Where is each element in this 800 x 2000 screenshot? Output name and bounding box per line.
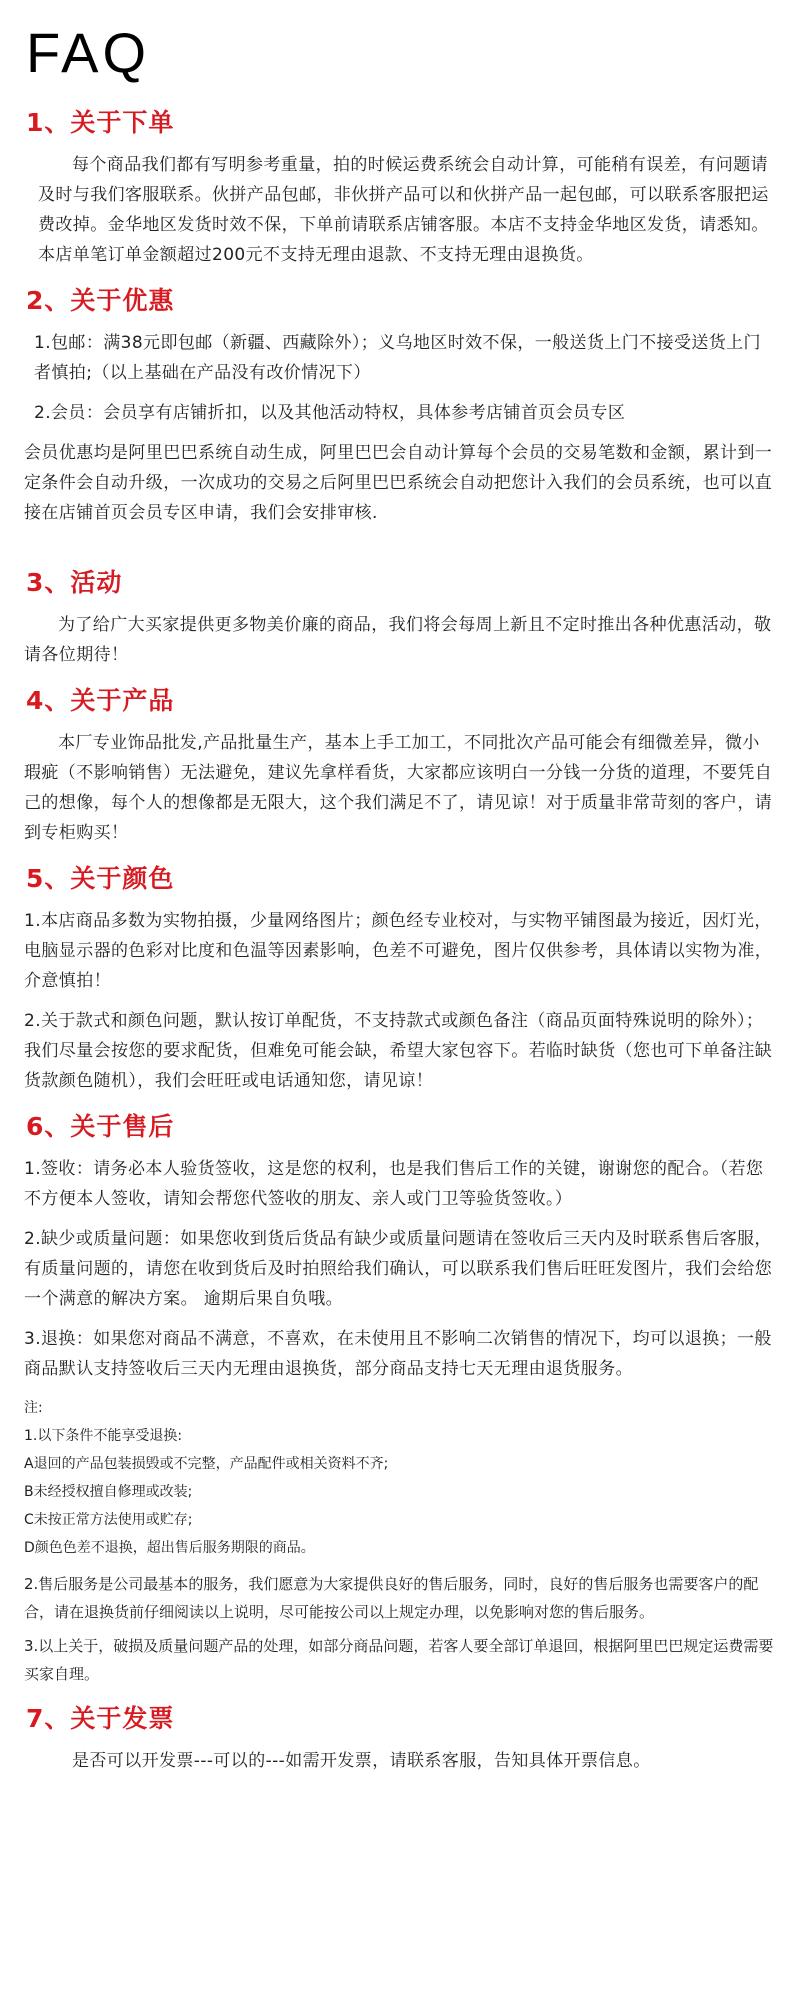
section-discount-title: 2、关于优惠 xyxy=(26,286,175,315)
section-after-sales-quality-text: 2.缺少或质量问题：如果您收到货后货品有缺少或质量问题请在签收后三天内及时联系售后客服，有质量问题的，请您在收到货后及时拍照给我们确认，可以联系我们售后旺旺发图片，我们会给您一个满意的解决方案。 逾期后果自负哦。 xyxy=(24,1229,773,1309)
section-product-text: 本厂专业饰品批发,产品批量生产，基本上手工加工，不同批次产品可能会有细微差异，微小瑕疵（不影响销售）无法避免，建议先拿样看货，大家都应该明白一分钱一分货的道理，不要凭自己的想像，每个人的想像都是无限大，这个我们满足不了，请见谅！对于质量非常苛刻的客户，请到专柜购买！ xyxy=(24,733,773,843)
note-item: 1.以下条件不能享受退换: xyxy=(24,1428,183,1444)
section-color-title: 5、关于颜色 xyxy=(26,864,175,893)
section-invoice xyxy=(24,1702,776,1776)
note-item: B未经授权擅自修理或改装; xyxy=(24,1484,193,1500)
section-order-title: 1、关于下单 xyxy=(26,108,175,137)
section-invoice-text: 是否可以开发票---可以的---如需开发票，请联系客服，告知具体开票信息。 xyxy=(72,1751,651,1771)
section-color xyxy=(24,862,776,1096)
section-after-sales xyxy=(24,1110,776,1688)
section-activity-title: 3、活动 xyxy=(26,568,123,597)
section-order xyxy=(24,106,776,270)
section-discount-member-text: 2.会员：会员享有店铺折扣，以及其他活动特权，具体参考店铺首页会员专区 xyxy=(34,403,626,423)
section-color-text-2: 2.关于款式和颜色问题，默认按订单配货，不支持款式或颜色备注（商品页面特殊说明的除外）；我们尽量会按您的要求配货，但难免可能会缺，希望大家包容下。若临时缺货（您也可下单备注缺货款颜色随机），我们会旺旺或电话通知您，请见谅！ xyxy=(24,1011,773,1091)
section-after-sales-signing-text: 1.签收：请务必本人验货签收，这是您的权利，也是我们售后工作的关键，谢谢您的配合。（若您不方便本人签收，请知会帮您代签收的朋友、亲人或门卫等验货签收。） xyxy=(24,1159,764,1209)
section-discount-member-detail-text: 会员优惠均是阿里巴巴系统自动生成，阿里巴巴会自动计算每个会员的交易笔数和金额，累计到一定条件会自动升级，一次成功的交易之后阿里巴巴系统会自动把您计入我们的会员系统，也可以直接在店铺首页会员专区申请，我们会安排审核. xyxy=(24,443,773,523)
section-after-sales-freight-text: 3.以上关于，破损及质量问题产品的处理，如部分商品问题，若客人要全部订单退回，根据阿里巴巴规定运费需要买家自理。 xyxy=(24,1637,774,1683)
section-after-sales-return-text: 3.退换：如果您对商品不满意，不喜欢，在未使用且不影响二次销售的情况下，均可以退换；一般商品默认支持签收后三天内无理由退换货，部分商品支持七天无理由退货服务。 xyxy=(24,1329,772,1379)
after-sales-note xyxy=(24,1394,776,1562)
section-product-title: 4、关于产品 xyxy=(26,686,175,715)
section-discount xyxy=(24,284,776,528)
section-after-sales-title: 6、关于售后 xyxy=(26,1112,175,1141)
section-invoice-title: 7、关于发票 xyxy=(26,1704,175,1733)
section-color-text-1: 1.本店商品多数为实物拍摄，少量网络图片；颜色经专业校对，与实物平铺图最为接近，因灯光，电脑显示器的色彩对比度和色温等因素影响，色差不可避免，图片仅供参考，具体请以实物为准，介意慎拍！ xyxy=(24,911,773,991)
note-item: A退回的产品包装损毁或不完整，产品配件或相关资料不齐; xyxy=(24,1456,389,1472)
section-discount-shipping-text: 1.包邮：满38元即包邮（新疆、西藏除外）；义乌地区时效不保，一般送货上门不接受送货上门者慎拍;（以上基础在产品没有改价情况下） xyxy=(34,333,761,383)
section-activity xyxy=(24,566,776,670)
note-item: D颜色色差不退换，超出售后服务期限的商品。 xyxy=(24,1540,315,1556)
note-item: C未按正常方法使用或贮存; xyxy=(24,1512,193,1528)
section-activity-text: 为了给广大买家提供更多物美价廉的商品，我们将会每周上新且不定时推出各种优惠活动，敬请各位期待！ xyxy=(24,615,772,665)
section-order-text: 每个商品我们都有写明参考重量，拍的时候运费系统会自动计算，可能稍有误差，有问题请及时与我们客服联系。伙拼产品包邮，非伙拼产品可以和伙拼产品一起包邮，可以联系客服把运费改掉。金华地区发货时效不保，下单前请联系店铺客服。本店不支持金华地区发货，请悉知。本店单笔订单金额超过200元不支持无理由退款、不支持无理由退换货。 xyxy=(38,155,769,265)
section-product xyxy=(24,684,776,848)
section-after-sales-service-text: 2.售后服务是公司最基本的服务，我们愿意为大家提供良好的售后服务，同时，良好的售后服务也需要客户的配合，请在退换货前仔细阅读以上说明，尽可能按公司以上规定办理，以免影响对您的售后服务。 xyxy=(24,1575,759,1621)
section-spacer xyxy=(24,538,776,552)
note-label: 注: xyxy=(24,1400,43,1416)
page-title: FAQ xyxy=(26,21,151,84)
